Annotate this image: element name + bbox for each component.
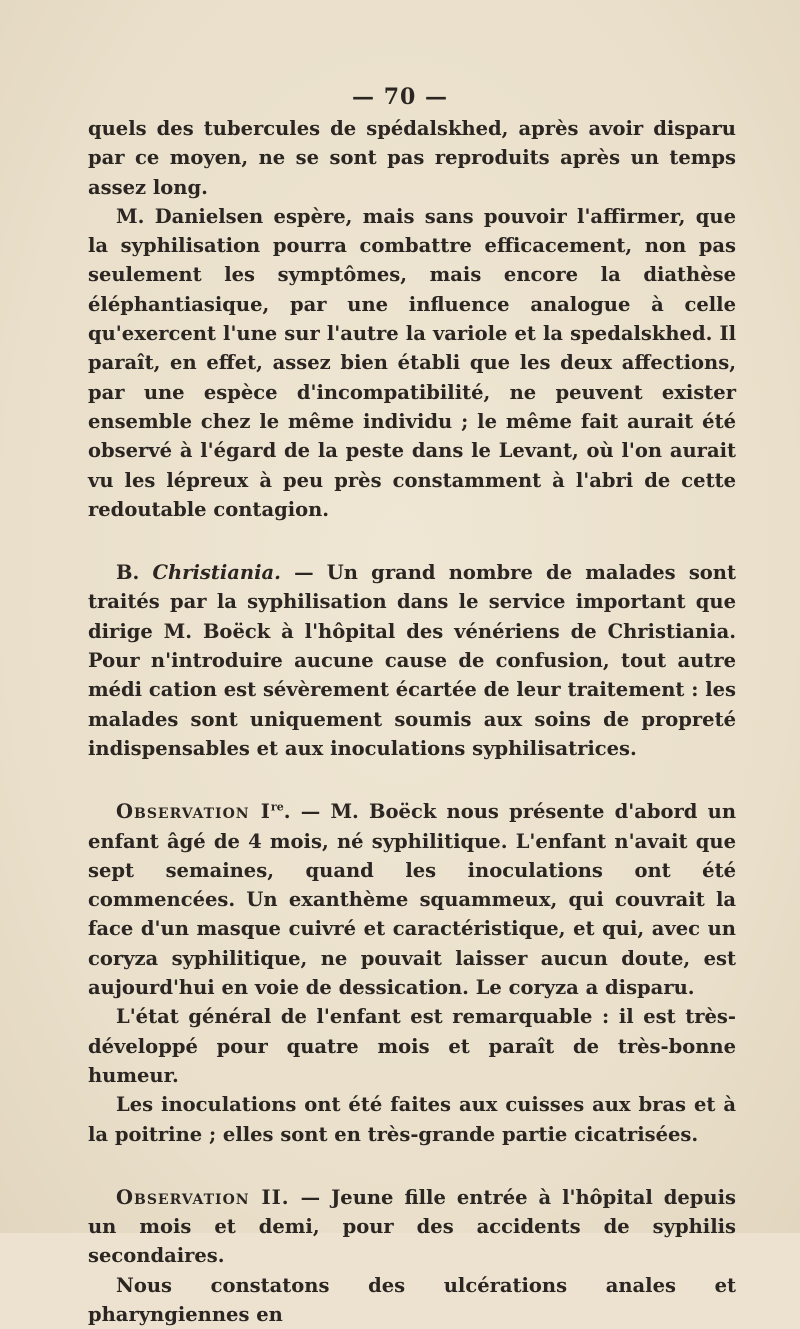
paragraph: M. Danielsen espère, mais sans pouvoir l'affirmer, que la syphilisation pourra combattre efficacement, non pas seulement les symptômes, mais encore la diathèse éléphantiasique, par une influence analogue à celle qu'exercent l'une sur l'autre la variole et la spedalskhed. Il paraît, en effet, assez bien établi que les deux affections, par une espèce d'incompatibilité, ne peuvent exister ensemble chez le même individu ; le même fait aurait été observé à l'égard de la peste dans le Levant, où l'on aurait vu les lépreux à peu près constamment à l'abri de cette redoutable contagion. bbox=[88, 204, 736, 521]
section-text: — Un grand nombre de malades sont traités par la syphilisation dans le service important que dirige M. Boëck à l'hôpital des vénériens de Christiania. Pour n'introduire aucune cause de confusion, tout autre médi cation est sévèrement écartée de leur traitement : les malades sont uniquement soumis aux soins de propreté indispensables et aux inoculations syphilisatrices. bbox=[88, 561, 736, 760]
observation-2-label: Observation II. bbox=[116, 1185, 290, 1209]
observation-1-label: Observation I bbox=[116, 800, 271, 824]
section-christiania bbox=[88, 558, 736, 763]
body-text bbox=[88, 114, 736, 1329]
page-number: — 70 — bbox=[352, 84, 448, 110]
observation-1 bbox=[88, 797, 736, 1002]
section-letter: B. bbox=[116, 561, 140, 585]
paragraph: L'état général de l'enfant est remarquable : il est très-développé pour quatre mois et paraît de très-bonne humeur. bbox=[88, 1005, 736, 1087]
observation-1-text: . — M. Boëck nous présente d'abord un enfant âgé de 4 mois, né syphilitique. L'enfant n'avait que sept semaines, quand les inoculations ont été commencées. Un exanthème squammeux, qui couvrait la face d'un masque cuivré et caractéristique, et qui, avec un coryza syphilitique, ne pouvait laisser aucun doute, est aujourd'hui en voie de dessication. Le coryza a disparu. bbox=[88, 800, 736, 1000]
section-place: Christiania. bbox=[152, 561, 281, 585]
observation-1-sup: re bbox=[270, 800, 284, 814]
paragraph: quels des tubercules de spédalskhed, après avoir disparu par ce moyen, ne se sont pas reproduits après un temps assez long. bbox=[88, 117, 736, 199]
observation-2-text: — Jeune fille entrée à l'hôpital depuis un mois et demi, pour des accidents de syphilis secondaires. bbox=[88, 1185, 736, 1268]
paragraph: Les inoculations ont été faites aux cuisses aux bras et à la poitrine ; elles sont en très-grande partie cicatrisées. bbox=[88, 1093, 736, 1146]
observation-2 bbox=[88, 1183, 736, 1271]
paragraph: Nous constatons des ulcérations anales et pharyngiennes en bbox=[88, 1273, 736, 1326]
